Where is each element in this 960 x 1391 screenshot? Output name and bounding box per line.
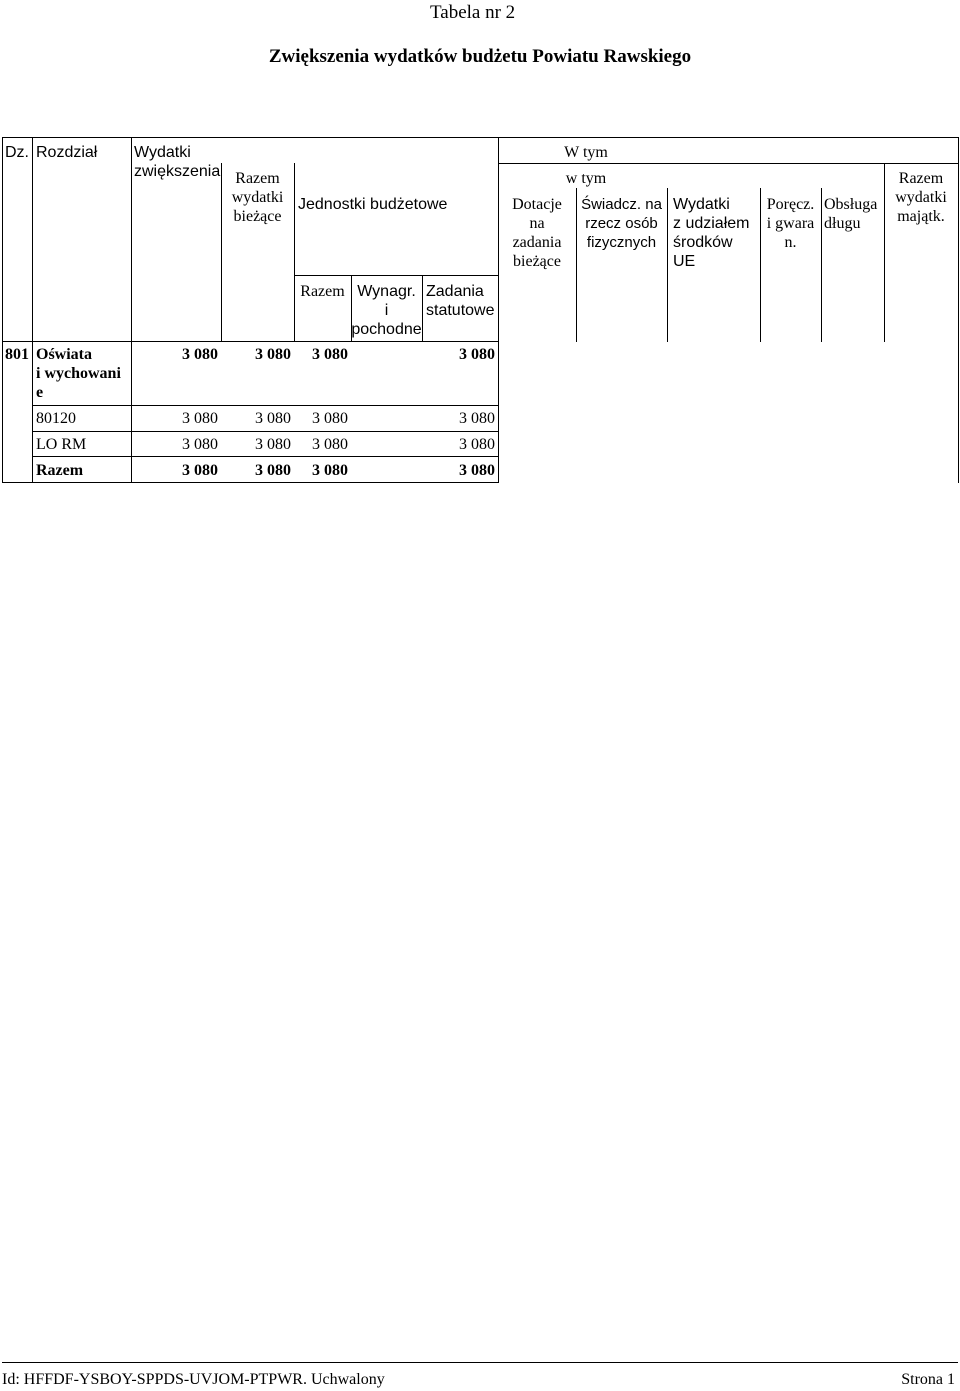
row-jb-razem: 3 080: [312, 410, 348, 427]
col-poreczenia: Poręcz. i gwara n.: [766, 196, 815, 251]
col-dz: Dz.: [5, 144, 29, 161]
col-razem-wydatki-biezace: Razem wydatki bieżące: [231, 170, 284, 225]
row-razem-biezace: 3 080: [255, 436, 291, 453]
row-label: 80120: [36, 410, 76, 427]
col-wynagrodzenia: Wynagr. i pochodne: [351, 283, 422, 338]
section-jb-razem: 3 080: [312, 346, 348, 363]
page-title: Zwiększenia wydatków budżetu Powiatu Rawskiego: [268, 46, 692, 67]
total-wydatki: 3 080: [182, 462, 218, 479]
footer-divider: [2, 1362, 958, 1363]
section-zadania: 3 080: [459, 346, 495, 363]
col-w-tym: W tym: [564, 144, 608, 161]
footer-page-number: Strona 1: [901, 1371, 955, 1388]
section-wydatki: 3 080: [182, 346, 218, 363]
row-label: LO RM: [36, 436, 87, 453]
col-obsluga-dlugu: Obsługa długu: [824, 196, 878, 232]
total-jb-razem: 3 080: [312, 462, 348, 479]
col-rozdzial: Rozdział: [36, 144, 98, 161]
col-razem-majatkowe: Razem wydatki majątk.: [895, 170, 947, 225]
row-jb-razem: 3 080: [312, 436, 348, 453]
col-dotacje: Dotacje na zadania bieżące: [512, 196, 562, 270]
col-jednostki-budzetowe: Jednostki budżetowe: [298, 196, 448, 213]
col-wydatki-zwiekszenia: Wydatki zwiększenia: [134, 144, 221, 180]
col-wydatki-ue: Wydatki z udziałem środków UE: [673, 196, 750, 270]
row-wydatki: 3 080: [182, 410, 218, 427]
total-label: Razem: [36, 462, 84, 479]
row-zadania: 3 080: [459, 410, 495, 427]
section-dz: 801: [5, 346, 29, 363]
section-name: Oświata i wychowani e: [36, 346, 121, 401]
section-razem-biezace: 3 080: [255, 346, 291, 363]
row-zadania: 3 080: [459, 436, 495, 453]
row-razem-biezace: 3 080: [255, 410, 291, 427]
col-swiadczenia: Świadcz. na rzecz osób fizycznych: [581, 196, 662, 251]
total-zadania: 3 080: [459, 462, 495, 479]
row-wydatki: 3 080: [182, 436, 218, 453]
table-number: Tabela nr 2: [430, 2, 516, 23]
total-razem-biezace: 3 080: [255, 462, 291, 479]
col-razem: Razem: [300, 283, 345, 300]
col-w-tym-sub: w tym: [565, 170, 607, 187]
col-zadania-statutowe: Zadania statutowe: [426, 283, 495, 319]
footer-document-id: Id: HFFDF-YSBOY-SPPDS-UVJOM-PTPWR. Uchwalony: [2, 1371, 385, 1388]
